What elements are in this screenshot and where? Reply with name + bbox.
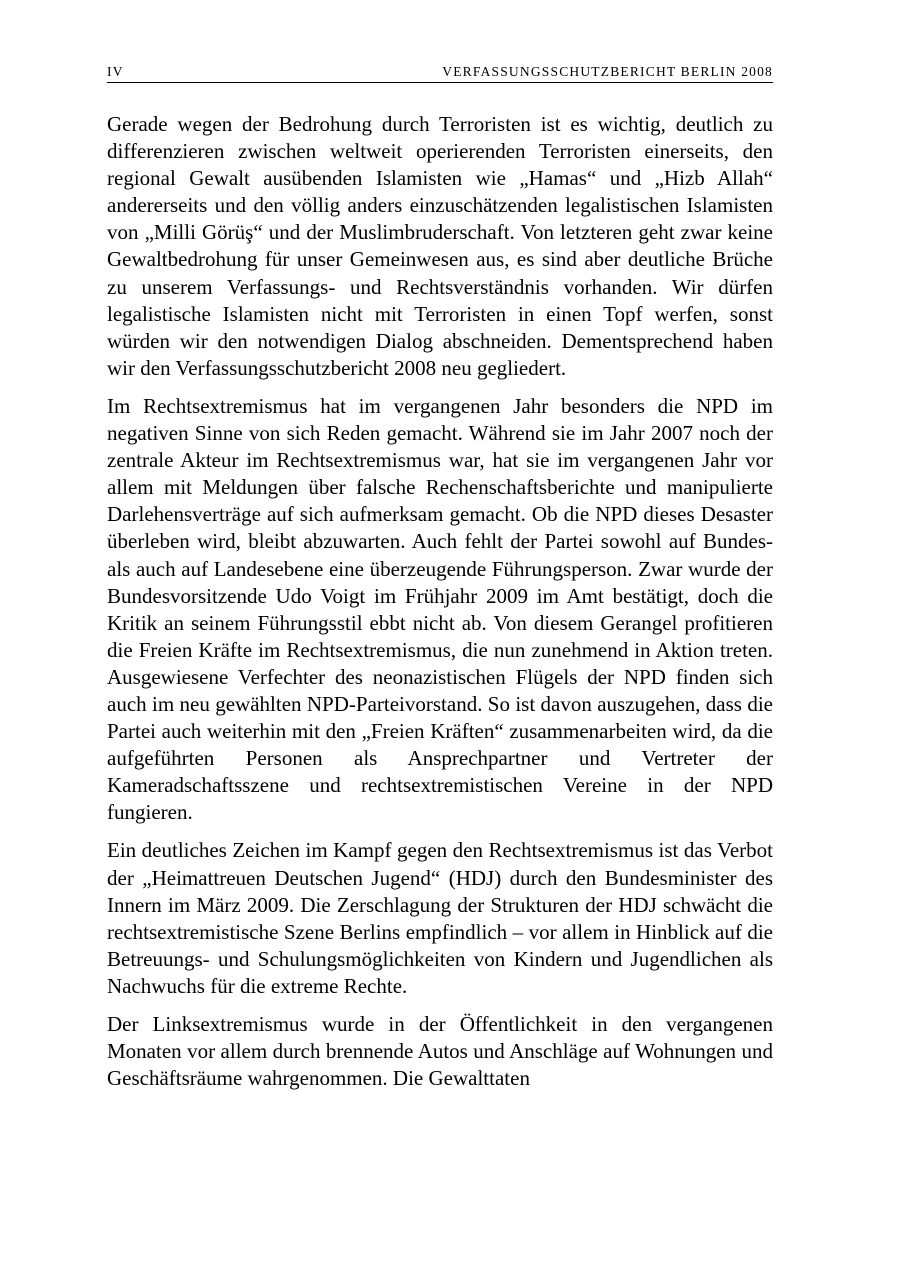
paragraph: Der Linksextremismus wurde in der Öffentlichkeit in den vergangenen Monaten vor allem durch brennende Autos und Anschläge auf Wohnungen und Geschäftsräume wahrgenommen. Die Gewalttaten (107, 1012, 773, 1091)
paragraph: Gerade wegen der Bedrohung durch Terroristen ist es wichtig, deutlich zu differenzieren zwischen weltweit operierenden Terroristen einerseits, den regional Gewalt ausübenden Islamisten wie „Hamas“ und „Hizb Allah“ andererseits und den völlig anders einzuschätzenden legalistischen Islamisten von „Milli Görüş“ und der Muslimbruderschaft. Von letzteren geht zwar keine Gewaltbedrohung für unser Gemeinwesen aus, es sind aber deutliche Brüche zu unserem Verfassungs- und Rechtsverständnis vorhanden. Wir dürfen legalistische Islamisten nicht mit Terroristen in einen Topf werfen, sonst würden wir den notwendigen Dialog abschneiden. Dementsprechend haben wir den Verfassungsschutzbericht 2008 neu gegliedert. (107, 112, 773, 380)
running-title: VERFASSUNGSSCHUTZBERICHT BERLIN 2008 (442, 64, 773, 79)
body-text (107, 111, 773, 1103)
page-header (107, 62, 773, 83)
page-number: IV (107, 64, 124, 79)
paragraph: Im Rechtsextremismus hat im vergangenen Jahr besonders die NPD im negativen Sinne von sich Reden gemacht. Während sie im Jahr 2007 noch der zentrale Akteur im Rechtsextremismus war, hat sie im vergangenen Jahr vor allem mit Meldungen über falsche Rechenschaftsberichte und manipulierte Darlehensverträge auf sich aufmerksam gemacht. Ob die NPD dieses Desaster überleben wird, bleibt abzuwarten. Auch fehlt der Partei sowohl auf Bundes- als auch auf Landesebene eine überzeugende Führungsperson. Zwar wurde der Bundesvorsitzende Udo Voigt im Frühjahr 2009 im Amt bestätigt, doch die Kritik an seinem Führungsstil ebbt nicht ab. Von diesem Gerangel profitieren die Freien Kräfte im Rechtsextremismus, die nun zunehmend in Aktion treten. Ausgewiesene Verfechter des neonazistischen Flügels der NPD finden sich auch im neu gewählten NPD-Parteivorstand. So ist davon auszugehen, dass die Partei auch weiterhin mit den „Freien Kräften“ zusammenarbeiten wird, da die aufgeführten Personen als Ansprechpartner und Vertreter der Kameradschaftsszene und rechtsextremistischen Vereine in der NPD fungieren. (107, 393, 773, 825)
paragraph: Ein deutliches Zeichen im Kampf gegen den Rechtsextremismus ist das Verbot der „Heimattreuen Deutschen Jugend“ (HDJ) durch den Bundesminister des Innern im März 2009. Die Zerschlagung der Strukturen der HDJ schwächt die rechtsextremistische Szene Berlins empfindlich – vor allem in Hinblick auf die Betreuungs- und Schulungsmöglichkeiten von Kindern und Jugendlichen als Nachwuchs für die extreme Rechte. (107, 838, 773, 998)
